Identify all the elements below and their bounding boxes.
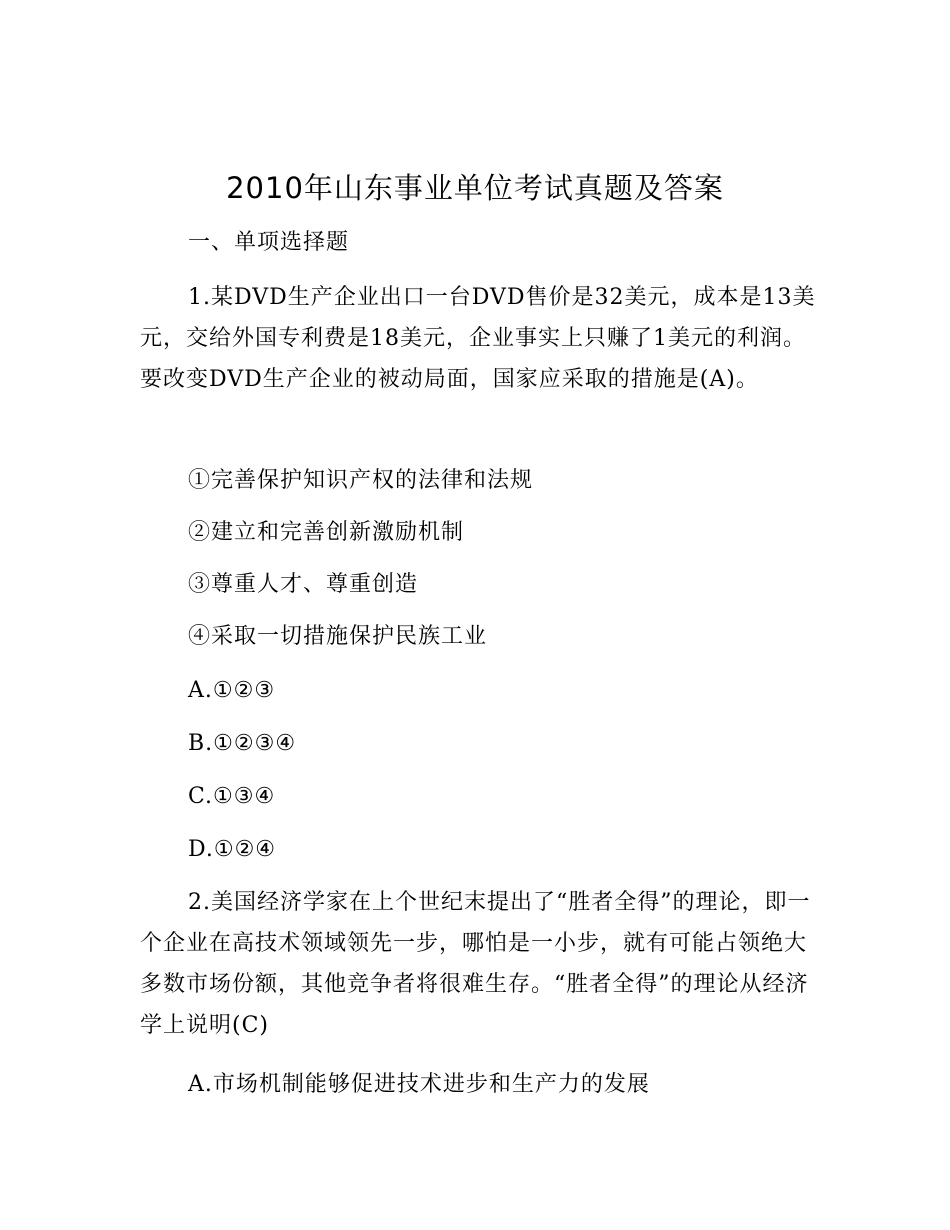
question-1-option-c: C.①③④ [188,784,276,809]
question-1-option-b: B.①②③④ [188,731,297,756]
document-title: 2010年山东事业单位考试真题及答案 [226,171,724,205]
question-2-stem [140,882,820,1046]
question-1-option-d: D.①②④ [188,837,277,862]
question-2-stem-text: 2.美国经济学家在上个世纪末提出了“胜者全得”的理论，即一个企业在高技术领域领先一步，哪怕是一小步，就有可能占领绝大多数市场份额，其他竞争者将很难生存。“胜者全得”的理论从经济学上说明(C) [140,890,811,1038]
question-1-statement-3: ③尊重人才、尊重创造 [188,572,419,597]
question-1-stem [140,277,820,400]
section-heading: 一、单项选择题 [188,230,350,255]
question-1-option-a: A.①②③ [188,678,276,703]
question-2-option-a: A.市场机制能够促进技术进步和生产力的发展 [188,1072,650,1097]
question-1-statement-2: ②建立和完善创新激励机制 [188,520,465,545]
question-1-statement-1: ①完善保护知识产权的法律和法规 [188,468,534,493]
question-1-stem-text: 1.某DVD生产企业出口一台DVD售价是32美元，成本是13美元，交给外国专利费是18美元，企业事实上只赚了1美元的利润。要改变DVD生产企业的被动局面，国家应采取的措施是(A)。 [140,285,816,392]
question-1-statement-4: ④采取一切措施保护民族工业 [188,624,488,649]
